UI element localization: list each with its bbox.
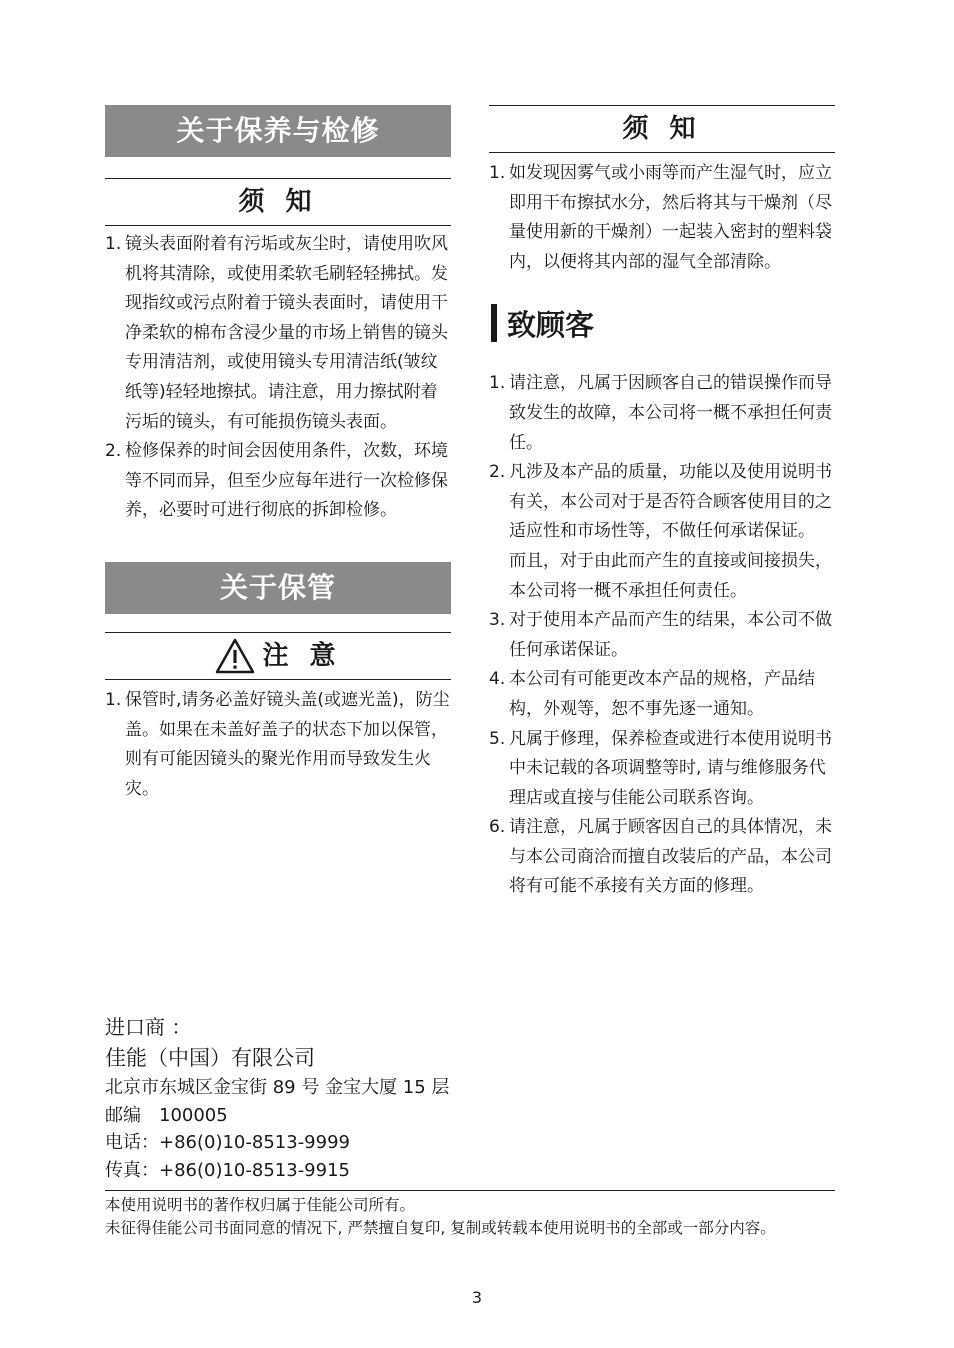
importer-label: 进口商 ：: [105, 1015, 192, 1039]
caution-heading: [105, 632, 451, 680]
heading-bar: [491, 304, 497, 342]
item-text: 凡涉及本产品的质量，功能以及使用说明书有关，本公司对于是否符合顾客使用目的之适应性和市场性等，不做任何承诺保证。: [509, 462, 832, 542]
item-number: 5.: [489, 728, 506, 749]
item-text: 保管时,请务必盖好镜头盖(或遮光盖)，防尘盖。如果在未盖好盖子的状态下加以保管，则有可能因镜头的聚光作用而导致发生火灾。: [125, 689, 450, 799]
page-number: 3: [471, 1288, 483, 1307]
item-number: 3.: [489, 610, 506, 631]
importer-address: 北京市东城区金宝街 89 号 金宝大厦 15 层: [105, 1077, 450, 1098]
importer-postcode: 邮编 100005: [105, 1104, 228, 1126]
importer-phone: 电话：+86(0)10-8513-9999: [105, 1132, 350, 1153]
list-item: [105, 230, 451, 437]
right-column: [489, 105, 835, 902]
notice-heading-right: 须 知: [489, 105, 835, 153]
copyright-line: 本使用说明书的著作权归属于佳能公司所有。: [105, 1196, 416, 1214]
item-text: 本公司有可能更改本产品的规格，产品结构，外观等，恕不事先逐一通知。: [509, 669, 815, 719]
item-number: 4.: [489, 669, 506, 690]
list-item: [489, 665, 835, 724]
list-item: [489, 159, 835, 277]
maintenance-list: [105, 230, 451, 526]
item-subtext: 而且，对于由此而产生的直接或间接损失，本公司将一概不承担任何责任。: [509, 550, 832, 601]
item-text: 请注意，凡属于顾客因自己的具体情况，未与本公司商洽而擅自改装后的产品，本公司将有可能不承接有关方面的修理。: [509, 817, 832, 897]
customer-list: [489, 369, 835, 902]
item-number: 1.: [105, 234, 122, 254]
importer-company: 佳能（中国）有限公司: [105, 1046, 315, 1070]
notice-heading-left: 须 知: [105, 178, 451, 226]
item-text: 检修保养的时间会因使用条件，次数，环境等不同而异，但至少应每年进行一次检修保养，必要时可进行彻底的拆卸检修。: [125, 441, 448, 521]
item-number: 1.: [489, 373, 506, 394]
item-number: 2.: [489, 462, 506, 483]
customer-heading: [489, 303, 835, 343]
importer-info: [105, 1012, 835, 1184]
list-item: [489, 606, 835, 665]
list-item: [489, 369, 835, 458]
importer-fax: 传真：+86(0)10-8513-9915: [105, 1159, 350, 1181]
item-number: 6.: [489, 817, 506, 838]
warning-triangle-icon: [214, 637, 256, 675]
item-text: 如发现因雾气或小雨等而产生湿气时，应立即用干布擦拭水分，然后将其与干燥剂（尽量使用新的干燥剂）一起装入密封的塑料袋内，以便将其内部的湿气全部清除。: [509, 163, 832, 272]
copyright-notice: [105, 1190, 835, 1240]
item-text: 镜头表面附着有污垢或灰尘时，请使用吹风机将其清除，或使用柔软毛刷轻轻拂拭。发现指纹或污点附着于镜头表面时，请使用干净柔软的棉布含浸少量的市场上销售的镜头专用清洁剂，或使用镜头专用清洁纸(皱纹纸等)轻轻地擦拭。请注意，用力擦拭附着污垢的镜头，有可能损伤镜头表面。: [125, 234, 448, 432]
list-item: [489, 725, 835, 814]
notice-list: [489, 159, 835, 277]
item-number: 1.: [489, 163, 506, 183]
item-text: 对于使用本产品而产生的结果，本公司不做任何承诺保证。: [509, 610, 832, 660]
caution-heading-text: 注 意: [262, 640, 342, 671]
list-item: [489, 813, 835, 902]
storage-list: [105, 686, 451, 804]
list-item: [105, 437, 451, 526]
customer-heading-text: 致顾客: [507, 307, 595, 342]
item-number: 2.: [105, 441, 122, 462]
maintenance-banner: 关于保养与检修: [105, 105, 451, 157]
storage-banner: 关于保管: [105, 562, 451, 614]
copyright-line: 未征得佳能公司书面同意的情况下, 严禁擅自复印, 复制或转载本使用说明书的全部或一部分内容。: [105, 1219, 776, 1237]
item-number: 1.: [105, 689, 122, 710]
left-column: [105, 105, 451, 804]
list-item: [105, 686, 451, 804]
list-item: [489, 458, 835, 606]
item-text: 请注意，凡属于因顾客自己的错误操作而导致发生的故障，本公司将一概不承担任何责任。: [509, 373, 832, 453]
item-text: 凡属于修理，保养检查或进行本使用说明书中未记载的各项调整等时, 请与维修服务代理店或直接与佳能公司联系咨询。: [509, 728, 832, 808]
